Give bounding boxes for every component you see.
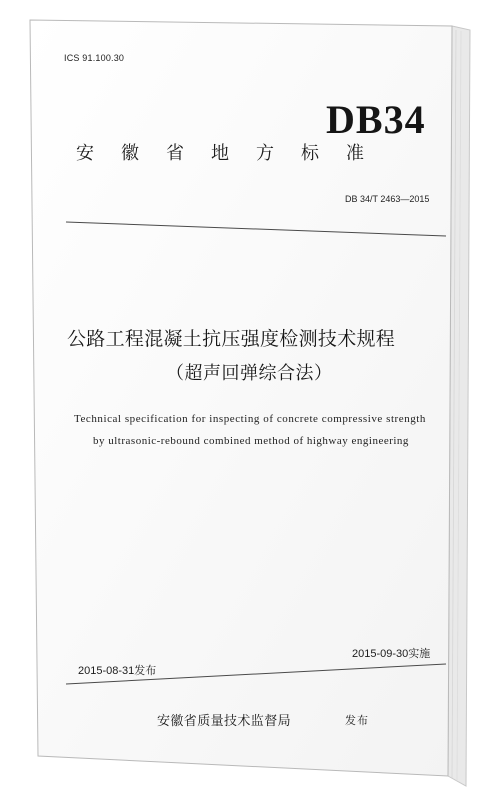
issue-date: 2015-08-31发布: [78, 665, 157, 677]
title-english-line-2: by ultrasonic-rebound combined method of highway engineering: [93, 435, 409, 447]
db-mark: DB34: [326, 97, 426, 142]
subtitle-chinese: （超声回弹综合法）: [166, 363, 333, 384]
title-chinese: 公路工程混凝土抗压强度检测技术规程: [67, 328, 396, 350]
publisher: 安徽省质量技术监督局: [157, 714, 292, 729]
title-english-line-1: Technical specification for inspecting of concrete compressive strength: [74, 413, 426, 425]
ics-code: ICS 91.100.30: [64, 53, 125, 63]
standard-code: DB 34/T 2463—2015: [345, 194, 430, 204]
implementation-date: 2015-09-30实施: [352, 648, 431, 660]
standard-type: 安徽省地方标准: [76, 143, 391, 164]
publish-label: 发布: [345, 714, 369, 727]
